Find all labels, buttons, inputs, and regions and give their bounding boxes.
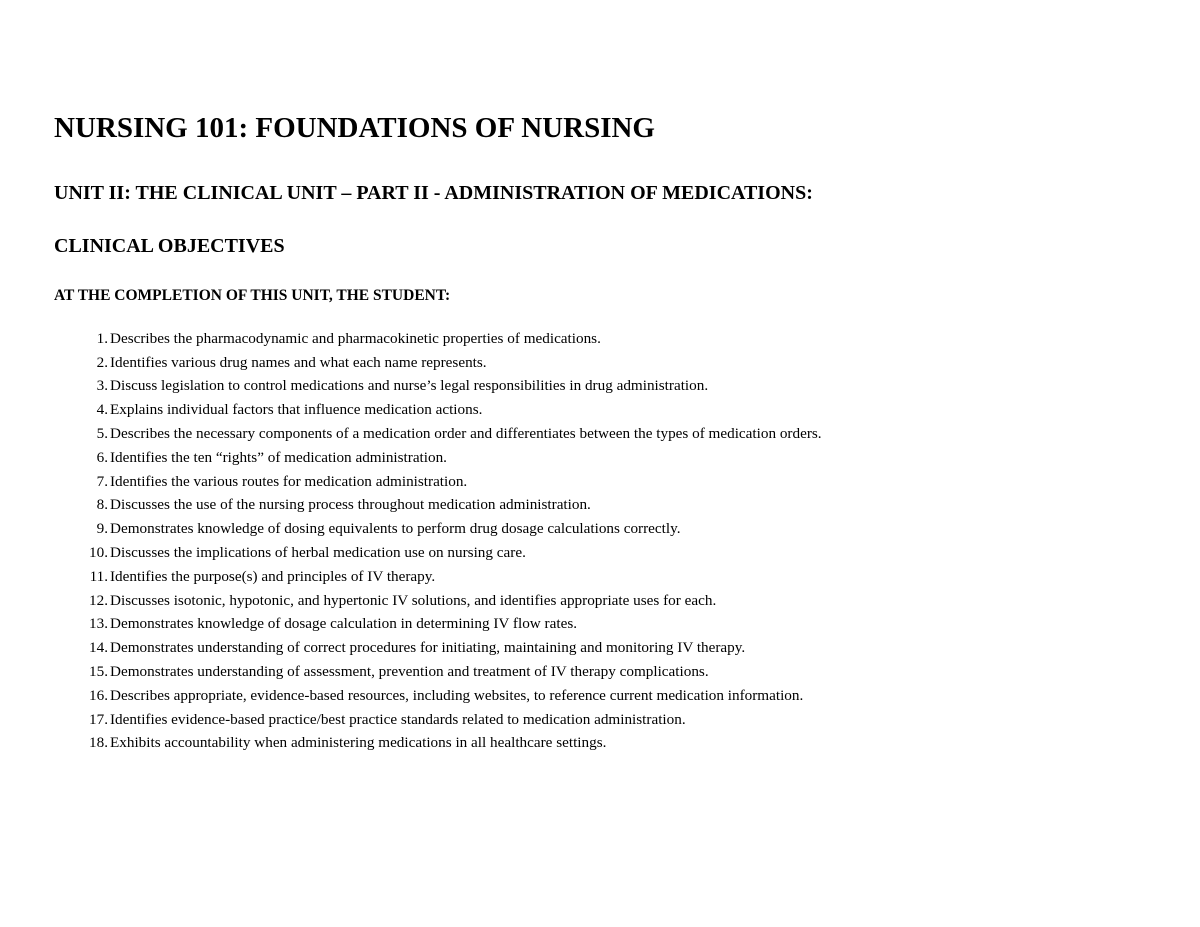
objective-number: 14.: [89, 639, 108, 657]
objective-item: [54, 732, 822, 756]
objective-number: 6.: [96, 448, 108, 466]
objective-number: 12.: [89, 591, 108, 609]
objective-item: [54, 422, 822, 446]
objective-text: Discusses the implications of herbal medication use on nursing care.: [110, 544, 526, 562]
objective-text: Identifies the ten “rights” of medication administration.: [110, 448, 447, 466]
objectives-intro: AT THE COMPLETION OF THIS UNIT, THE STUDENT:: [54, 287, 451, 304]
objective-text: Describes appropriate, evidence-based resources, including websites, to reference current medication information.: [110, 686, 804, 704]
objective-number: 5.: [96, 425, 108, 443]
objective-number: 16.: [89, 686, 108, 704]
objective-item: [54, 494, 822, 518]
objective-text: Identifies the various routes for medication administration.: [110, 472, 468, 490]
objective-text: Demonstrates understanding of assessment, prevention and treatment of IV therapy complications.: [110, 663, 709, 681]
objective-number: 11.: [89, 567, 108, 585]
objective-item: [54, 684, 822, 708]
unit-heading: UNIT II: THE CLINICAL UNIT – PART II - ADMINISTRATION OF MEDICATIONS:: [54, 182, 813, 204]
objective-text: Discusses the use of the nursing process throughout medication administration.: [110, 496, 591, 514]
objective-number: 18.: [89, 734, 108, 752]
objective-text: Describes the necessary components of a medication order and differentiates between the types of medication orders.: [110, 425, 822, 443]
objectives-heading: CLINICAL OBJECTIVES: [54, 235, 285, 257]
objective-number: 9.: [96, 520, 108, 538]
objective-item: [54, 446, 822, 470]
objective-item: [54, 470, 822, 494]
objective-text: Identifies the purpose(s) and principles of IV therapy.: [110, 567, 436, 585]
objective-text: Explains individual factors that influence medication actions.: [110, 401, 483, 419]
objective-number: 3.: [96, 377, 108, 395]
objective-item: [54, 708, 822, 732]
objective-item: [54, 375, 822, 399]
objective-item: [54, 517, 822, 541]
objective-number: 2.: [96, 353, 108, 371]
objective-item: [54, 660, 822, 684]
objective-number: 4.: [96, 401, 108, 419]
document-title: NURSING 101: FOUNDATIONS OF NURSING: [54, 112, 655, 144]
objective-number: 13.: [89, 615, 108, 633]
objective-text: Exhibits accountability when administering medications in all healthcare settings.: [110, 734, 607, 752]
objective-text: Identifies various drug names and what each name represents.: [110, 353, 487, 371]
objective-number: 15.: [89, 663, 108, 681]
objective-number: 17.: [89, 710, 108, 728]
objective-text: Demonstrates understanding of correct procedures for initiating, maintaining and monitoring IV therapy.: [110, 639, 746, 657]
objective-text: Demonstrates knowledge of dosage calculation in determining IV flow rates.: [110, 615, 578, 633]
objective-text: Discusses isotonic, hypotonic, and hypertonic IV solutions, and identifies appropriate uses for each.: [110, 591, 717, 609]
objective-item: [54, 351, 822, 375]
objective-text: Discuss legislation to control medications and nurse’s legal responsibilities in drug administration.: [110, 377, 709, 395]
objective-item: [54, 589, 822, 613]
objective-item: [54, 398, 822, 422]
objective-number: 1.: [96, 329, 108, 347]
objective-text: Demonstrates knowledge of dosing equivalents to perform drug dosage calculations correctly.: [110, 520, 681, 538]
objective-text: Identifies evidence-based practice/best practice standards related to medication administration.: [110, 710, 686, 728]
objective-item: [54, 565, 822, 589]
objective-number: 10.: [89, 544, 108, 562]
objective-item: [54, 541, 822, 565]
objective-item: [54, 327, 822, 351]
objective-item: [54, 613, 822, 637]
objective-item: [54, 636, 822, 660]
objective-text: Describes the pharmacodynamic and pharmacokinetic properties of medications.: [110, 329, 601, 347]
objective-number: 8.: [96, 496, 108, 514]
objectives-list: [54, 327, 822, 755]
objective-number: 7.: [96, 472, 108, 490]
